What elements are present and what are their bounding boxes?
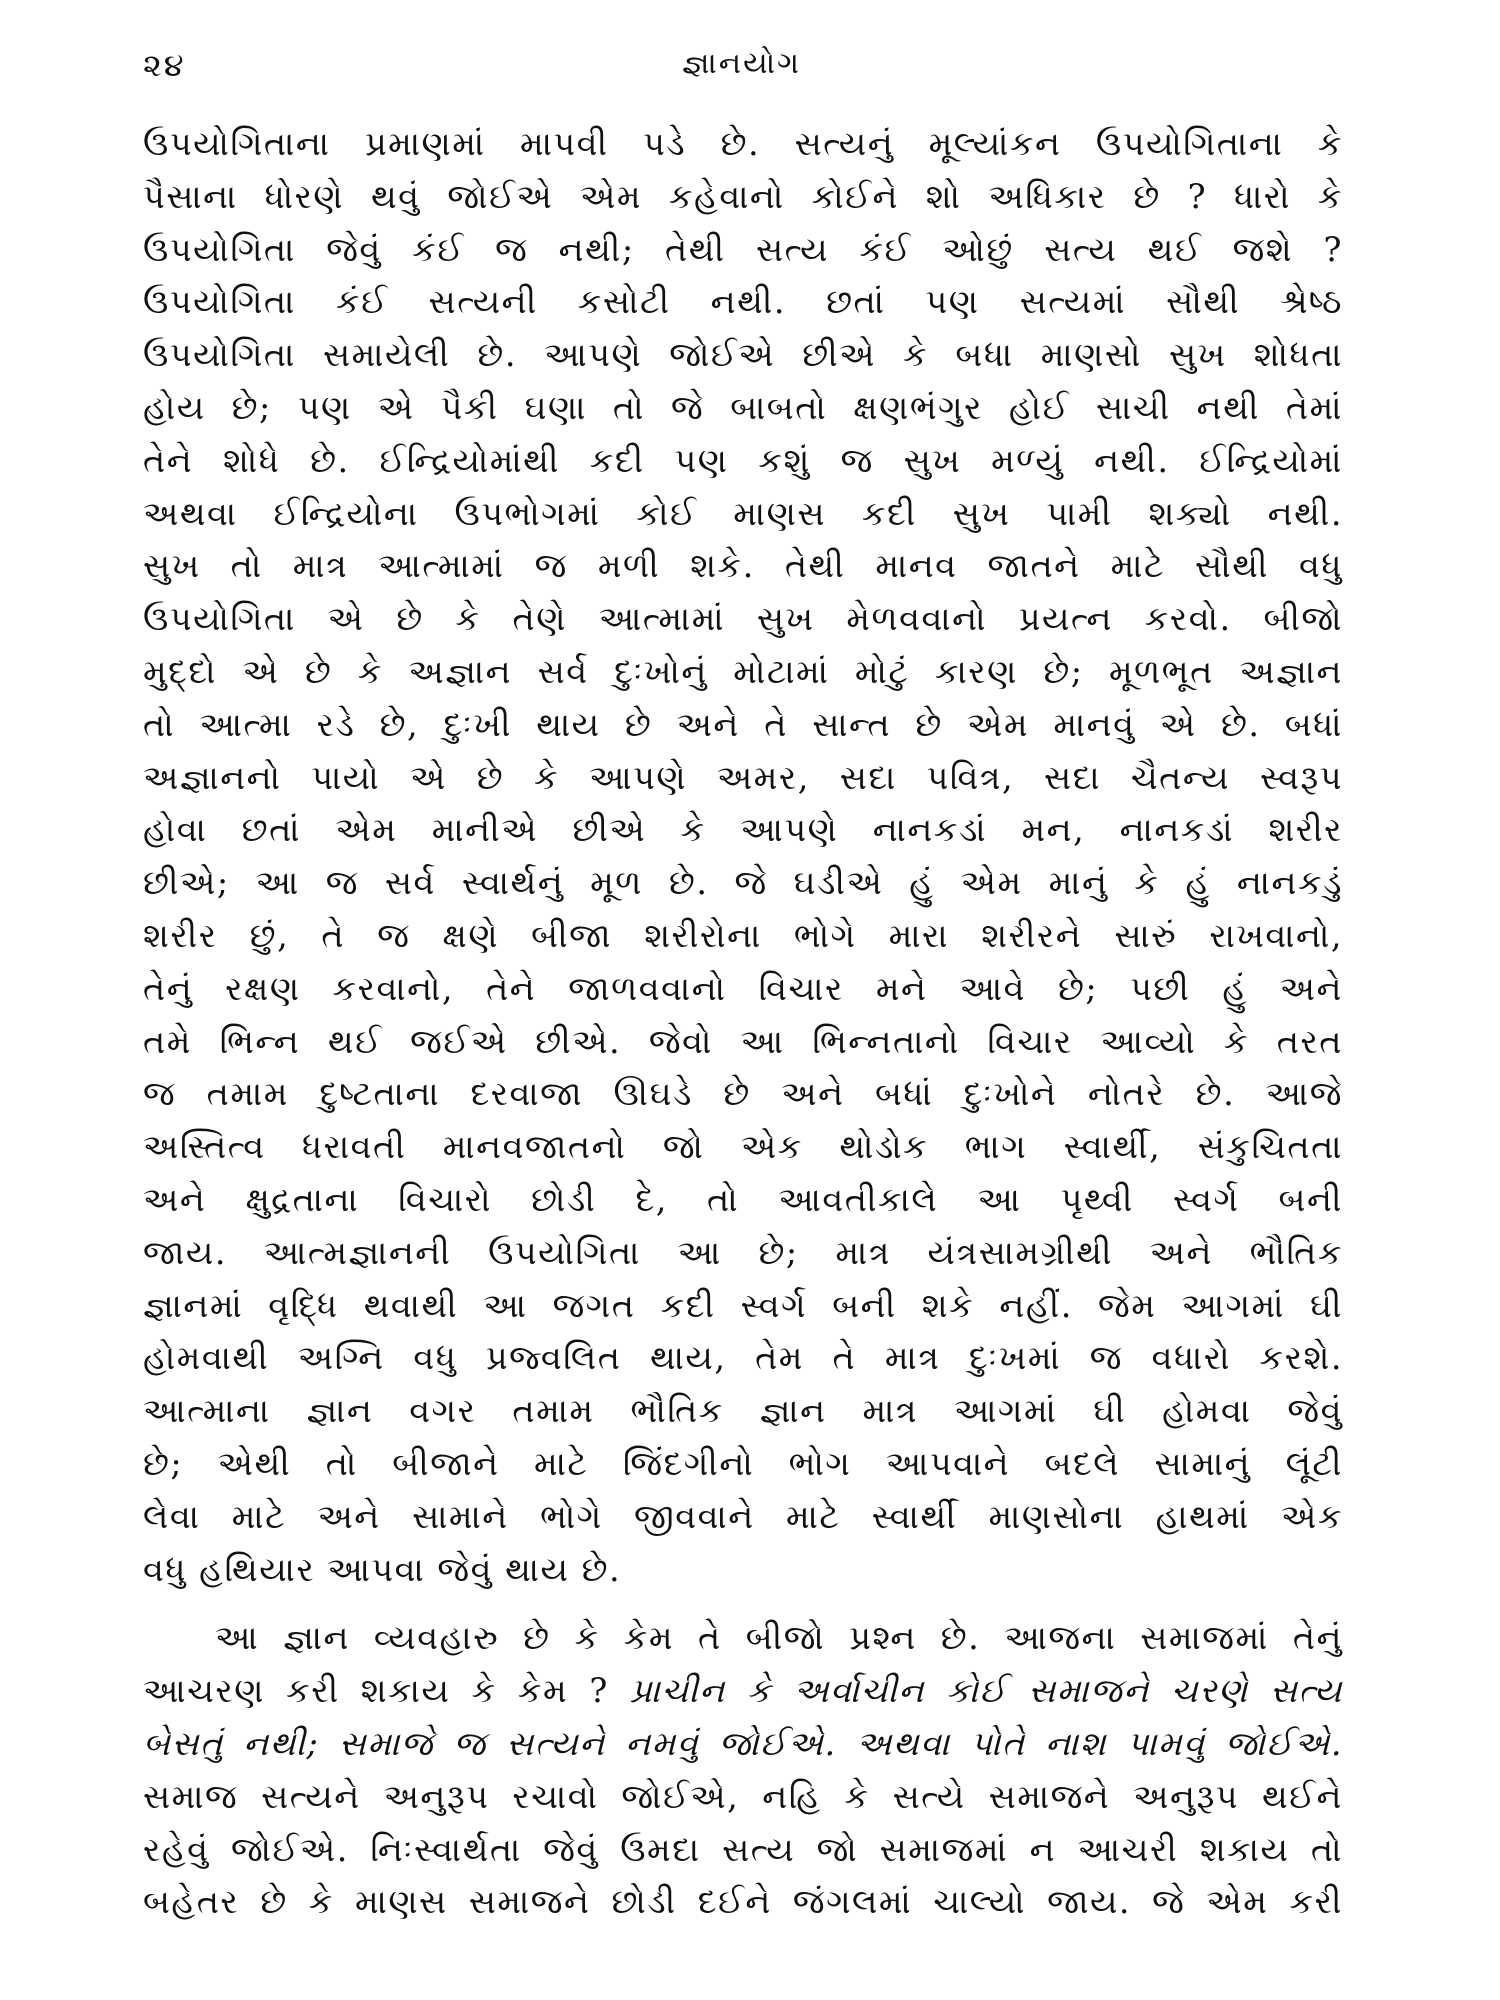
- page-header: [143, 46, 1340, 96]
- text-line: જ્ઞાનમાં વૃદ્ધિ થવાથી આ જગત કદી સ્વર્ગ બની શકે નહીં. જેમ આગમાં ઘી: [143, 1285, 1343, 1325]
- text-line: ઉપયોગિતા એ છે કે તેણે આત્મામાં સુખ મેળવવાનો પ્રયત્ન કરવો. બીજો: [143, 599, 1343, 639]
- text-line: અજ્ઞાનનો પાયો એ છે કે આપણે અમર, સદા પવિત્ર, સદા ચૈતન્ય સ્વરૂપ: [143, 757, 1343, 797]
- text-line: મુદ્દો એ છે કે અજ્ઞાન સર્વ દુઃખોનું મોટામાં મોટું કારણ છે; મૂળભૂત અજ્ઞાન: [143, 651, 1343, 691]
- text-line: હોવા છતાં એમ માનીએ છીએ કે આપણે નાનકડાં મન, નાનકડાં શરીર: [143, 810, 1343, 850]
- text-line: પૈસાના ધોરણે થવું જોઈએ એમ કહેવાનો કોઈને શો અધિકાર છે ? ધારો કે: [143, 176, 1343, 216]
- body-text: [143, 118, 1343, 1929]
- text-line: અને ક્ષુદ્રતાના વિચારો છોડી દે, તો આવતીકાલે આ પૃથ્વી સ્વર્ગ બની: [143, 1179, 1343, 1219]
- text-line: ઉપયોગિતાના પ્રમાણમાં માપવી પડે છે. સત્યનું મૂલ્યાંકન ઉપયોગિતાના કે: [143, 124, 1343, 163]
- text-line: શરીર છું, તે જ ક્ષણે બીજા શરીરોના ભોગે મારા શરીરને સારું રાખવાનો,: [143, 915, 1343, 955]
- paragraph-2: [143, 1612, 1343, 1929]
- page-number: ૨૪: [143, 46, 186, 84]
- text-line: તેને શોધે છે. ઈન્દ્રિયોમાંથી કદી પણ કશું જ સુખ મળ્યું નથી. ઈન્દ્રિયોમાં: [143, 440, 1343, 480]
- text-line: સુખ તો માત્ર આત્મામાં જ મળી શકે. તેથી માનવ જાતને માટે સૌથી વધુ: [143, 546, 1343, 586]
- paragraph-gap: [143, 1596, 1343, 1612]
- text-line: તમે ભિન્ન થઈ જઈએ છીએ. જેવો આ ભિન્નતાનો વિચાર આવ્યો કે તરત: [143, 1021, 1343, 1061]
- text-line: આત્માના જ્ઞાન વગર તમામ ભૌતિક જ્ઞાન માત્ર આગમાં ઘી હોમવા જેવું: [143, 1391, 1343, 1431]
- text-line: વધુ હથિયાર આપવા જેવું થાય છે.: [143, 1549, 622, 1589]
- text-line: છે; એથી તો બીજાને માટે જિંદગીનો ભોગ આપવાને બદલે સામાનું લૂંટી: [143, 1443, 1343, 1483]
- paragraph-1: [143, 118, 1343, 1596]
- text-run: આચરણ કરી શકાય કે કેમ ?: [143, 1671, 630, 1711]
- italic-text-run: પ્રાચીન કે અર્વાચીન કોઈ સમાજને ચરણે સત્ય: [629, 1671, 1343, 1711]
- text-line: ઉપયોગિતા સમાયેલી છે. આપણે જોઈએ છીએ કે બધા માણસો સુખ શોધતા: [143, 335, 1343, 375]
- text-line-mixed: [143, 1665, 1343, 1718]
- text-line: તો આત્મા રડે છે, દુઃખી થાય છે અને તે સાન્ત છે એમ માનવું એ છે. બધાં: [143, 704, 1343, 744]
- text-line: જાય. આત્મજ્ઞાનની ઉપયોગિતા આ છે; માત્ર યંત્રસામગ્રીથી અને ભૌતિક: [143, 1232, 1343, 1272]
- italic-text-line: બેસતું નથી; સમાજે જ સત્યને નમવું જોઈએ. અથવા પોતે નાશ પામવું જોઈએ.: [143, 1723, 1343, 1763]
- running-title: જ્ઞાનયોગ: [681, 46, 802, 81]
- text-line: બહેતર છે કે માણસ સમાજને છોડી દઈને જંગલમાં ચાલ્યો જાય. જે એમ કરી: [143, 1882, 1343, 1922]
- text-line: હોય છે; પણ એ પૈકી ઘણા તો જે બાબતો ક્ષણભંગુર હોઈ સાચી નથી તેમાં: [143, 387, 1343, 427]
- text-line: છીએ; આ જ સર્વ સ્વાર્થનું મૂળ છે. જે ઘડીએ હું એમ માનું કે હું નાનકડું: [143, 863, 1343, 903]
- text-line: ઉપયોગિતા કંઈ સત્યની કસોટી નથી. છતાં પણ સત્યમાં સૌથી શ્રેષ્ઠ: [143, 282, 1343, 322]
- text-line: ઉપયોગિતા જેવું કંઈ જ નથી; તેથી સત્ય કંઈ ઓછું સત્ય થઈ જશે ?: [143, 229, 1343, 269]
- text-line: અસ્તિત્વ ધરાવતી માનવજાતનો જો એક થોડોક ભાગ સ્વાર્થી, સંકુચિતતા: [143, 1127, 1343, 1167]
- text-line: સમાજ સત્યને અનુરૂપ રચાવો જોઈએ, નહિ કે સત્યે સમાજને અનુરૂપ થઈને: [143, 1776, 1343, 1816]
- text-line: આ જ્ઞાન વ્યવહારુ છે કે કેમ તે બીજો પ્રશ્ન છે. આજના સમાજમાં તેનું: [215, 1618, 1343, 1658]
- text-line: રહેવું જોઈએ. નિઃસ્વાર્થતા જેવું ઉમદા સત્ય જો સમાજમાં ન આચરી શકાય તો: [143, 1829, 1343, 1869]
- text-line: તેનું રક્ષણ કરવાનો, તેને જાળવવાનો વિચાર મને આવે છે; પછી હું અને: [143, 968, 1343, 1008]
- text-line: હોમવાથી અગ્નિ વધુ પ્રજ્વલિત થાય, તેમ તે માત્ર દુઃખમાં જ વધારો કરશે.: [143, 1338, 1343, 1378]
- text-line: અથવા ઈન્દ્રિયોના ઉપભોગમાં કોઈ માણસ કદી સુખ પામી શક્યો નથી.: [143, 493, 1343, 533]
- text-line: લેવા માટે અને સામાને ભોગે જીવવાને માટે સ્વાર્થી માણસોના હાથમાં એક: [143, 1496, 1343, 1536]
- text-line: જ તમામ દુષ્ટતાના દરવાજા ઊઘડે છે અને બધાં દુઃખોને નોતરે છે. આજે: [143, 1074, 1343, 1114]
